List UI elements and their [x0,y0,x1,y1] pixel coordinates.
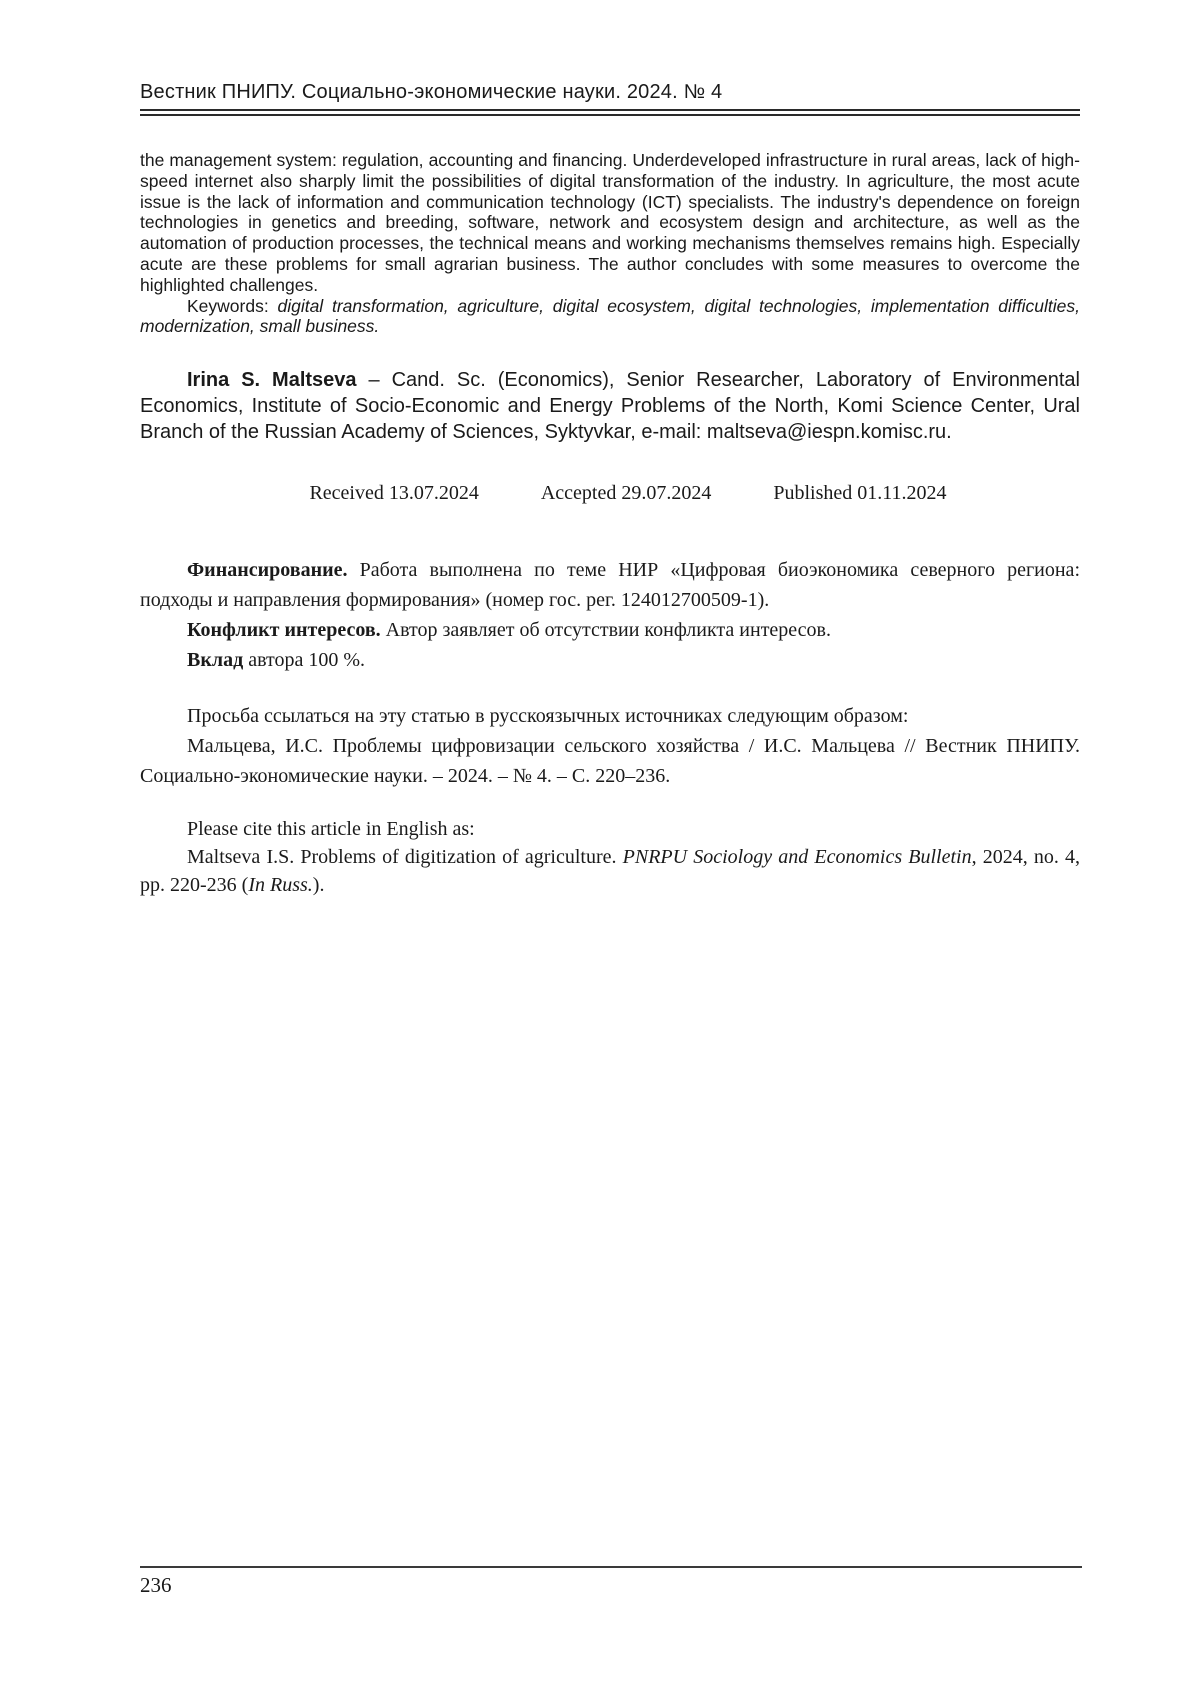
abstract-section [140,150,1080,337]
citation-en-language-note: In Russ. [248,874,313,897]
author-name: Irina S. Maltseva [187,369,357,392]
received-date: Received 13.07.2024 [309,482,479,505]
page-footer [140,1566,1082,1598]
keywords-paragraph [140,296,1080,338]
header-double-rule [140,109,1080,116]
conflict-label: Конфликт интересов. [187,619,381,642]
citation-en-reference [140,843,1080,899]
author-separator: – [356,369,392,392]
citation-english-block [140,815,1080,899]
citation-en-ref-start: Maltseva I.S. Problems of digitization of agriculture. [187,846,623,869]
citation-ru-intro: Просьба ссылаться на эту статью в русскоязычных источниках следующим образом: [187,705,909,728]
funding-text: Работа выполнена по теме НИР «Цифровая биоэкономика северного региона: подходы и направления формирования» (номер гос. рег. 124012700509-1). [140,559,1080,612]
funding-label: Финансирование. [187,559,348,582]
abstract-continuation-paragraph [140,150,1080,296]
journal-title: Вестник ПНИПУ. Социально-экономические науки. 2024. № 4 [140,81,723,103]
citation-en-journal-name: PNRPU Sociology and Economics Bulletin [622,846,972,869]
page-content [140,0,1080,899]
citation-en-intro: Please cite this article in English as: [187,818,475,841]
page-number: 236 [140,1573,172,1597]
article-dates-row [140,481,1080,505]
accepted-date: Accepted 29.07.2024 [540,482,712,505]
citation-russian-block [140,701,1080,791]
keywords-list: digital transformation, agriculture, digital ecosystem, digital technologies, implementation difficulties, modernization, small business. [140,295,1080,337]
conflict-paragraph [140,615,1080,645]
notes-section [140,555,1080,675]
abstract-text: the management system: regulation, accounting and financing. Underdeveloped infrastructure in rural areas, lack of high-speed internet also sharply limit the possibilities of digital transformation of the industry. In agriculture, the most acute issue is the lack of information and communication technology (ICT) specialists. The industry's dependence on foreign technologies in genetics and breeding, software, network and ecosystem design and architecture, as well as the automation of production processes, the technical means and working mechanisms themselves remains high. Especially acute are these problems for small agrarian business. The author concludes with some measures to overcome the highlighted challenges. [140,150,1080,295]
conflict-text: Автор заявляет об отсутствии конфликта интересов. [380,619,832,642]
contribution-paragraph [140,645,1080,675]
funding-paragraph [140,555,1080,615]
published-date: Published 01.11.2024 [773,482,947,505]
citation-en-ref-end: ). [312,874,325,897]
author-affiliation: Cand. Sc. (Economics), Senior Researcher, Laboratory of Environmental Economics, Institute of Socio-Economic and Energy Problems of the North, Komi Science Center, Ural Branch of the Russian Academy of Sciences, Syktyvkar, e-mail: maltseva@iespn.komisc.ru. [140,369,1080,444]
keywords-label: Keywords: [187,295,278,316]
author-block [140,367,1080,445]
footer-rule [140,1566,1082,1568]
contribution-text: автора 100 %. [243,649,366,672]
citation-en-ref-middle: , 2024, no. 4, pp. 220-236 ( [140,846,1081,897]
running-header [140,0,1080,116]
citation-ru-reference: Мальцева, И.С. Проблемы цифровизации сельского хозяйства / И.С. Мальцева // Вестник ПНИПУ. Социально-экономические науки. – 2024. – № 4. – С. 220–236. [140,735,1080,788]
contribution-label: Вклад [187,649,244,672]
